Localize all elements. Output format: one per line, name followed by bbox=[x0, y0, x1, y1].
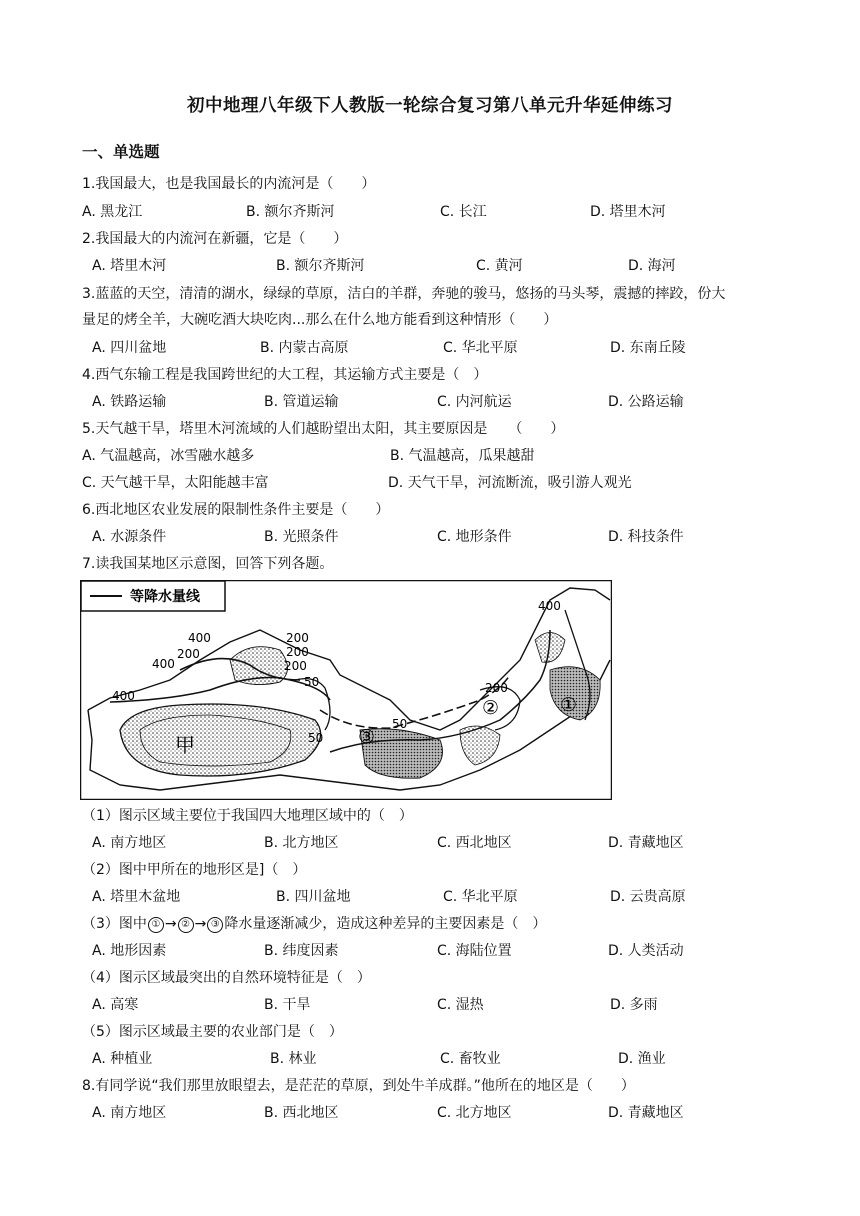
sq3-arrow-2: → bbox=[194, 916, 207, 932]
isoline-label: 400 bbox=[152, 657, 175, 671]
subquestion-4-stem: （4）图示区域最突出的自然环境特征是（ ） bbox=[82, 970, 371, 986]
q2-option-a[interactable]: A. 塔里木河 bbox=[92, 258, 167, 274]
sq3-stem-post: 降水量逐渐减少，造成这种差异的主要因素是（ ） bbox=[224, 916, 547, 932]
q2-option-c[interactable]: C. 黄河 bbox=[476, 258, 523, 274]
q6-option-d[interactable]: D. 科技条件 bbox=[608, 529, 684, 545]
circle-label-2: ② bbox=[482, 697, 500, 719]
isoline-label: 200 bbox=[286, 631, 309, 645]
q3-option-d[interactable]: D. 东南丘陵 bbox=[610, 340, 686, 356]
q2-option-d[interactable]: D. 海河 bbox=[628, 258, 676, 274]
sq4-option-c[interactable]: C. 湿热 bbox=[437, 997, 484, 1013]
isoline-label: 200 bbox=[286, 645, 309, 659]
q8-option-d[interactable]: D. 青藏地区 bbox=[608, 1105, 684, 1121]
isoline-label: 200 bbox=[177, 647, 200, 661]
sq1-option-a[interactable]: A. 南方地区 bbox=[92, 835, 167, 851]
subquestion-1-stem: （1）图示区域主要位于我国四大地理区域中的（ ） bbox=[82, 808, 413, 824]
isoline-label: 200 bbox=[485, 681, 508, 695]
sq3-circle-1: ① bbox=[148, 917, 164, 933]
question-4-stem: 4.西气东输工程是我国跨世纪的大工程，其运输方式主要是（ ） bbox=[82, 367, 488, 383]
question-6-stem: 6.西北地区农业发展的限制性条件主要是（ ） bbox=[82, 502, 390, 518]
q3-option-a[interactable]: A. 四川盆地 bbox=[92, 340, 167, 356]
sq2-option-a[interactable]: A. 塔里木盆地 bbox=[92, 889, 181, 905]
question-2-stem: 2.我国最大的内流河在新疆，它是（ ） bbox=[82, 231, 348, 247]
isoline-label: 200 bbox=[284, 659, 307, 673]
sq1-option-b[interactable]: B. 北方地区 bbox=[264, 835, 339, 851]
isoline-label: 50 bbox=[392, 717, 408, 731]
subquestion-5-stem: （5）图示区域最主要的农业部门是（ ） bbox=[82, 1024, 343, 1040]
sq5-option-c[interactable]: C. 畜牧业 bbox=[440, 1051, 501, 1067]
q4-option-b[interactable]: B. 管道运输 bbox=[264, 394, 339, 410]
q8-option-c[interactable]: C. 北方地区 bbox=[437, 1105, 512, 1121]
sq5-option-d[interactable]: D. 渔业 bbox=[618, 1051, 666, 1067]
sq2-option-b[interactable]: B. 四川盆地 bbox=[276, 889, 351, 905]
q5-option-a[interactable]: A. 气温越高，冰雪融水越多 bbox=[82, 448, 255, 464]
legend-text: 等降水量线 bbox=[130, 589, 200, 605]
isoline-label: 50 bbox=[304, 675, 320, 689]
subquestion-3-stem bbox=[82, 914, 546, 934]
sq3-stem-pre: （3）图中 bbox=[82, 916, 147, 932]
sq5-option-a[interactable]: A. 种植业 bbox=[92, 1051, 153, 1067]
question-5-stem: 5.天气越干旱，塔里木河流域的人们越盼望出太阳，其主要原因是 （ ） bbox=[82, 421, 565, 437]
sq5-option-b[interactable]: B. 林业 bbox=[270, 1051, 317, 1067]
question-3-stem: 3.蓝蓝的天空，清清的湖水，绿绿的草原，洁白的羊群，奔驰的骏马，悠扬的马头琴，震撼的摔跤，份大 bbox=[82, 286, 726, 302]
q5-option-b[interactable]: B. 气温越高，瓜果越甜 bbox=[390, 448, 535, 464]
sq4-option-b[interactable]: B. 干旱 bbox=[264, 997, 311, 1013]
sq3-option-a[interactable]: A. 地形因素 bbox=[92, 943, 167, 959]
sq2-option-c[interactable]: C. 华北平原 bbox=[443, 889, 518, 905]
isoline-label: 400 bbox=[112, 689, 135, 703]
q3-option-c[interactable]: C. 华北平原 bbox=[443, 340, 518, 356]
sq1-option-d[interactable]: D. 青藏地区 bbox=[608, 835, 684, 851]
question-3-stem-cont: 量足的烤全羊，大碗吃酒大块吃肉...那么在什么地方能看到这种情形（ ） bbox=[82, 312, 558, 328]
sq3-option-d[interactable]: D. 人类活动 bbox=[608, 943, 684, 959]
section-heading: 一、单选题 bbox=[82, 143, 160, 161]
question-1-stem: 1.我国最大，也是我国最长的内流河是（ ） bbox=[82, 176, 376, 192]
q1-option-b[interactable]: B. 额尔齐斯河 bbox=[246, 204, 335, 220]
q4-option-d[interactable]: D. 公路运输 bbox=[608, 394, 684, 410]
isoline-label: 400 bbox=[538, 599, 561, 613]
q1-option-c[interactable]: C. 长江 bbox=[440, 204, 487, 220]
q8-option-b[interactable]: B. 西北地区 bbox=[264, 1105, 339, 1121]
sq4-option-a[interactable]: A. 高寒 bbox=[92, 997, 139, 1013]
q6-option-b[interactable]: B. 光照条件 bbox=[264, 529, 339, 545]
q4-option-c[interactable]: C. 内河航运 bbox=[437, 394, 512, 410]
region-map bbox=[80, 580, 612, 800]
q3-option-b[interactable]: B. 内蒙古高原 bbox=[260, 340, 349, 356]
sq3-circle-3: ③ bbox=[207, 917, 223, 933]
sq3-arrow-1: → bbox=[164, 916, 177, 932]
sq3-circle-2: ② bbox=[178, 917, 194, 933]
sq1-option-c[interactable]: C. 西北地区 bbox=[437, 835, 512, 851]
q5-option-d[interactable]: D. 天气干旱，河流断流，吸引游人观光 bbox=[388, 475, 632, 491]
sq2-option-d[interactable]: D. 云贵高原 bbox=[610, 889, 686, 905]
sq4-option-d[interactable]: D. 多雨 bbox=[610, 997, 658, 1013]
isoline-label: 50 bbox=[308, 731, 324, 745]
q5-option-c[interactable]: C. 天气越干旱，太阳能越丰富 bbox=[82, 475, 269, 491]
q1-option-d[interactable]: D. 塔里木河 bbox=[590, 204, 666, 220]
subquestion-2-stem: （2）图中甲所在的地形区是]（ ） bbox=[82, 862, 307, 878]
question-7-stem: 7.读我国某地区示意图，回答下列各题。 bbox=[82, 556, 334, 572]
q8-option-a[interactable]: A. 南方地区 bbox=[92, 1105, 167, 1121]
isoline-label: 400 bbox=[188, 631, 211, 645]
sq3-option-b[interactable]: B. 纬度因素 bbox=[264, 943, 339, 959]
q6-option-a[interactable]: A. 水源条件 bbox=[92, 529, 167, 545]
q6-option-c[interactable]: C. 地形条件 bbox=[437, 529, 512, 545]
circle-label-3: ③ bbox=[358, 726, 376, 748]
circle-label-1: ① bbox=[560, 694, 578, 716]
q2-option-b[interactable]: B. 额尔齐斯河 bbox=[276, 258, 365, 274]
question-8-stem: 8.有同学说“我们那里放眼望去，是茫茫的草原，到处牛羊成群。”他所在的地区是（ ） bbox=[82, 1078, 635, 1094]
page-title: 初中地理八年级下人教版一轮综合复习第八单元升华延伸练习 bbox=[187, 96, 673, 116]
region-label-jia: 甲 bbox=[175, 733, 195, 757]
sq3-option-c[interactable]: C. 海陆位置 bbox=[437, 943, 512, 959]
q1-option-a[interactable]: A. 黑龙江 bbox=[82, 204, 143, 220]
q4-option-a[interactable]: A. 铁路运输 bbox=[92, 394, 167, 410]
